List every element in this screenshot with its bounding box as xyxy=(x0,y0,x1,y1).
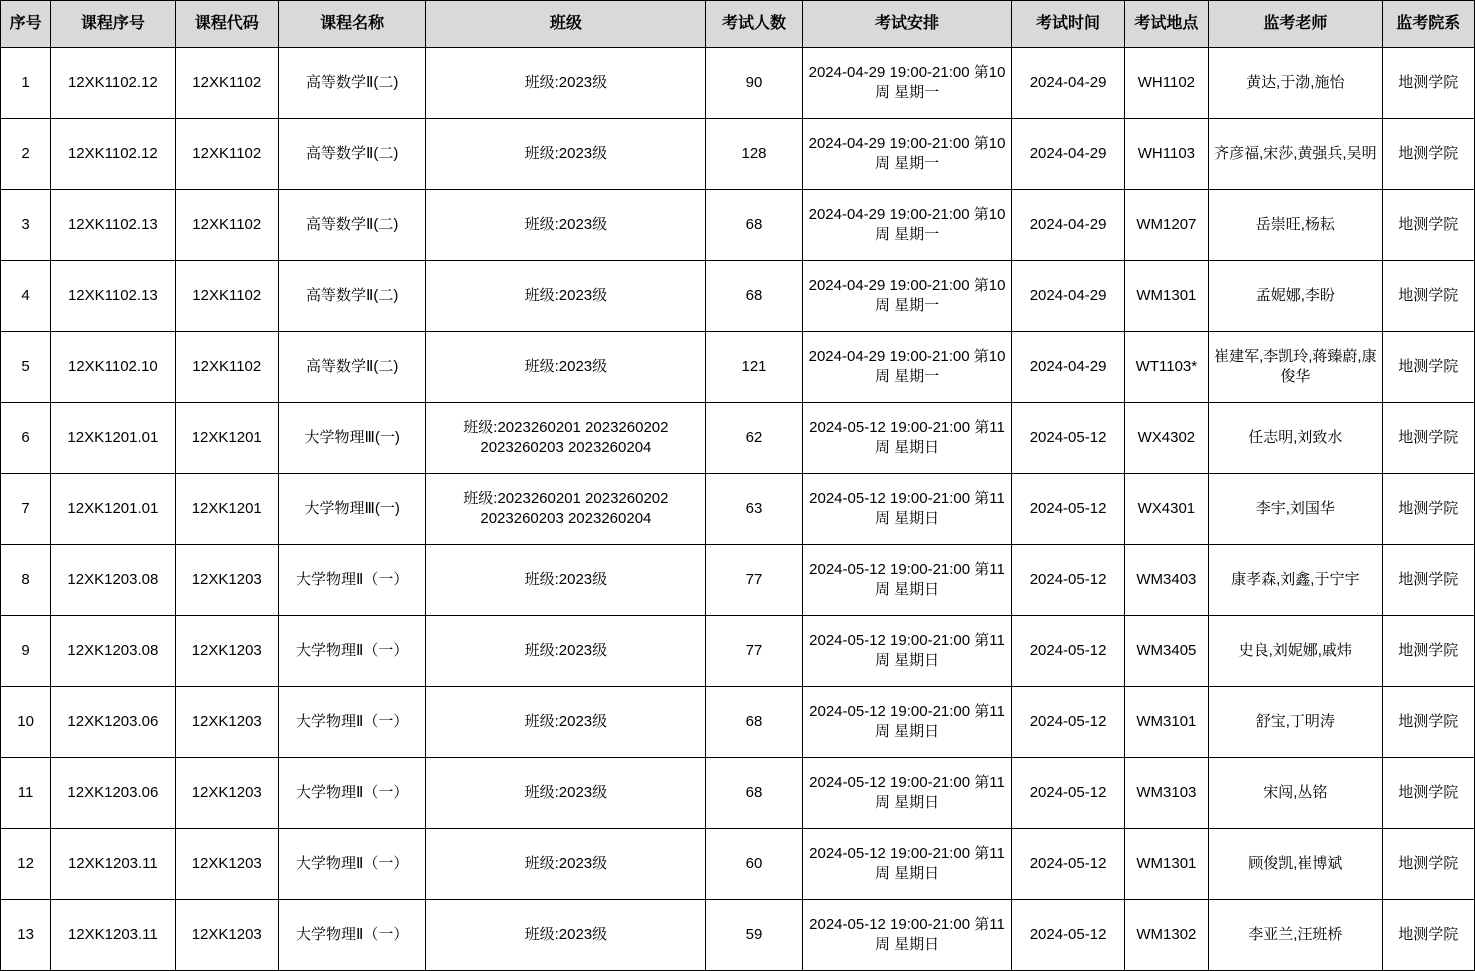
cell-index: 4 xyxy=(1,261,51,332)
cell-exam-count: 62 xyxy=(706,403,802,474)
cell-exam-location: WH1102 xyxy=(1124,48,1208,119)
table-row xyxy=(1,261,1475,332)
cell-exam-arrangement: 2024-05-12 19:00-21:00 第11周 星期日 xyxy=(802,616,1012,687)
table-row xyxy=(1,829,1475,900)
cell-course-name: 高等数学Ⅱ(二) xyxy=(278,48,426,119)
cell-index: 8 xyxy=(1,545,51,616)
column-header-exam-count: 考试人数 xyxy=(706,1,802,48)
cell-course-sequence: 12XK1102.12 xyxy=(51,119,175,190)
cell-course-name: 大学物理Ⅱ（一） xyxy=(278,545,426,616)
cell-exam-count: 59 xyxy=(706,900,802,971)
table-row xyxy=(1,616,1475,687)
cell-proctor: 崔建军,李凯玲,蒋臻蔚,康俊华 xyxy=(1209,332,1383,403)
cell-exam-time: 2024-04-29 xyxy=(1012,332,1124,403)
cell-class: 班级:2023级 xyxy=(426,687,706,758)
cell-course-name: 大学物理Ⅱ（一） xyxy=(278,758,426,829)
table-header xyxy=(1,1,1475,48)
cell-course-sequence: 12XK1102.13 xyxy=(51,190,175,261)
cell-course-code: 12XK1102 xyxy=(175,119,278,190)
table-row xyxy=(1,48,1475,119)
cell-proctor: 黄达,于渤,施怡 xyxy=(1209,48,1383,119)
cell-course-code: 12XK1102 xyxy=(175,190,278,261)
column-header-exam-time: 考试时间 xyxy=(1012,1,1124,48)
table-body xyxy=(1,48,1475,971)
column-header-proctor-college: 监考院系 xyxy=(1382,1,1474,48)
cell-proctor: 宋闯,丛铭 xyxy=(1209,758,1383,829)
cell-index: 6 xyxy=(1,403,51,474)
cell-exam-count: 63 xyxy=(706,474,802,545)
cell-proctor-college: 地测学院 xyxy=(1382,474,1474,545)
cell-index: 11 xyxy=(1,758,51,829)
table-header-row xyxy=(1,1,1475,48)
column-header-exam-arrangement: 考试安排 xyxy=(802,1,1012,48)
cell-course-name: 大学物理Ⅲ(一) xyxy=(278,403,426,474)
cell-index: 12 xyxy=(1,829,51,900)
cell-exam-arrangement: 2024-05-12 19:00-21:00 第11周 星期日 xyxy=(802,829,1012,900)
cell-class: 班级:2023级 xyxy=(426,190,706,261)
cell-course-code: 12XK1203 xyxy=(175,758,278,829)
cell-proctor-college: 地测学院 xyxy=(1382,616,1474,687)
cell-course-sequence: 12XK1203.08 xyxy=(51,545,175,616)
cell-course-sequence: 12XK1201.01 xyxy=(51,474,175,545)
cell-exam-time: 2024-05-12 xyxy=(1012,758,1124,829)
cell-course-name: 高等数学Ⅱ(二) xyxy=(278,119,426,190)
table-row xyxy=(1,474,1475,545)
cell-course-sequence: 12XK1102.13 xyxy=(51,261,175,332)
cell-index: 3 xyxy=(1,190,51,261)
cell-course-sequence: 12XK1203.06 xyxy=(51,758,175,829)
cell-exam-arrangement: 2024-05-12 19:00-21:00 第11周 星期日 xyxy=(802,474,1012,545)
cell-proctor-college: 地测学院 xyxy=(1382,261,1474,332)
cell-exam-count: 121 xyxy=(706,332,802,403)
cell-class: 班级:2023级 xyxy=(426,829,706,900)
cell-exam-count: 68 xyxy=(706,261,802,332)
table-row xyxy=(1,900,1475,971)
cell-proctor-college: 地测学院 xyxy=(1382,687,1474,758)
cell-course-code: 12XK1203 xyxy=(175,616,278,687)
cell-proctor: 齐彦福,宋莎,黄强兵,吴明 xyxy=(1209,119,1383,190)
cell-proctor-college: 地测学院 xyxy=(1382,758,1474,829)
cell-course-code: 12XK1203 xyxy=(175,829,278,900)
cell-exam-location: WH1103 xyxy=(1124,119,1208,190)
cell-exam-time: 2024-04-29 xyxy=(1012,48,1124,119)
table-row xyxy=(1,545,1475,616)
cell-proctor: 顾俊凯,崔博斌 xyxy=(1209,829,1383,900)
cell-exam-count: 60 xyxy=(706,829,802,900)
cell-exam-time: 2024-05-12 xyxy=(1012,900,1124,971)
cell-exam-count: 90 xyxy=(706,48,802,119)
cell-exam-time: 2024-05-12 xyxy=(1012,545,1124,616)
cell-course-sequence: 12XK1203.08 xyxy=(51,616,175,687)
cell-course-sequence: 12XK1203.11 xyxy=(51,900,175,971)
cell-course-name: 高等数学Ⅱ(二) xyxy=(278,190,426,261)
cell-proctor-college: 地测学院 xyxy=(1382,332,1474,403)
cell-proctor-college: 地测学院 xyxy=(1382,829,1474,900)
cell-proctor-college: 地测学院 xyxy=(1382,900,1474,971)
cell-exam-arrangement: 2024-04-29 19:00-21:00 第10周 星期一 xyxy=(802,261,1012,332)
cell-class: 班级:2023级 xyxy=(426,545,706,616)
cell-exam-arrangement: 2024-05-12 19:00-21:00 第11周 星期日 xyxy=(802,545,1012,616)
cell-exam-location: WM1301 xyxy=(1124,829,1208,900)
cell-course-code: 12XK1102 xyxy=(175,332,278,403)
cell-exam-count: 77 xyxy=(706,545,802,616)
cell-exam-arrangement: 2024-04-29 19:00-21:00 第10周 星期一 xyxy=(802,48,1012,119)
cell-course-code: 12XK1203 xyxy=(175,545,278,616)
column-header-course-name: 课程名称 xyxy=(278,1,426,48)
cell-class: 班级:2023级 xyxy=(426,119,706,190)
cell-exam-location: WT1103* xyxy=(1124,332,1208,403)
cell-course-name: 大学物理Ⅱ（一） xyxy=(278,829,426,900)
cell-exam-count: 77 xyxy=(706,616,802,687)
table-row xyxy=(1,119,1475,190)
cell-exam-location: WM1302 xyxy=(1124,900,1208,971)
cell-proctor: 史良,刘妮娜,戚炜 xyxy=(1209,616,1383,687)
cell-index: 1 xyxy=(1,48,51,119)
cell-course-sequence: 12XK1102.12 xyxy=(51,48,175,119)
cell-exam-location: WM3103 xyxy=(1124,758,1208,829)
cell-class: 班级:2023260201 2023260202 2023260203 2023260204 xyxy=(426,403,706,474)
cell-course-sequence: 12XK1102.10 xyxy=(51,332,175,403)
cell-proctor-college: 地测学院 xyxy=(1382,48,1474,119)
cell-index: 9 xyxy=(1,616,51,687)
cell-exam-location: WX4301 xyxy=(1124,474,1208,545)
cell-proctor-college: 地测学院 xyxy=(1382,190,1474,261)
column-header-exam-location: 考试地点 xyxy=(1124,1,1208,48)
cell-course-name: 大学物理Ⅱ（一） xyxy=(278,687,426,758)
cell-exam-arrangement: 2024-05-12 19:00-21:00 第11周 星期日 xyxy=(802,687,1012,758)
cell-exam-time: 2024-04-29 xyxy=(1012,261,1124,332)
cell-proctor: 孟妮娜,李盼 xyxy=(1209,261,1383,332)
cell-exam-count: 68 xyxy=(706,190,802,261)
cell-exam-location: WM3403 xyxy=(1124,545,1208,616)
cell-proctor: 岳崇旺,杨耘 xyxy=(1209,190,1383,261)
cell-class: 班级:2023级 xyxy=(426,616,706,687)
cell-proctor-college: 地测学院 xyxy=(1382,545,1474,616)
cell-exam-count: 68 xyxy=(706,758,802,829)
cell-course-name: 大学物理Ⅱ（一） xyxy=(278,616,426,687)
cell-exam-time: 2024-05-12 xyxy=(1012,687,1124,758)
cell-exam-arrangement: 2024-05-12 19:00-21:00 第11周 星期日 xyxy=(802,403,1012,474)
cell-class: 班级:2023级 xyxy=(426,758,706,829)
cell-exam-count: 68 xyxy=(706,687,802,758)
column-header-class: 班级 xyxy=(426,1,706,48)
cell-exam-arrangement: 2024-04-29 19:00-21:00 第10周 星期一 xyxy=(802,332,1012,403)
cell-course-name: 大学物理Ⅲ(一) xyxy=(278,474,426,545)
cell-index: 13 xyxy=(1,900,51,971)
table-row xyxy=(1,687,1475,758)
column-header-course-sequence: 课程序号 xyxy=(51,1,175,48)
cell-course-code: 12XK1203 xyxy=(175,900,278,971)
cell-index: 5 xyxy=(1,332,51,403)
cell-index: 7 xyxy=(1,474,51,545)
cell-exam-location: WM3405 xyxy=(1124,616,1208,687)
cell-course-code: 12XK1102 xyxy=(175,261,278,332)
cell-exam-time: 2024-05-12 xyxy=(1012,616,1124,687)
cell-exam-location: WM1301 xyxy=(1124,261,1208,332)
cell-exam-time: 2024-05-12 xyxy=(1012,474,1124,545)
cell-proctor: 任志明,刘致水 xyxy=(1209,403,1383,474)
cell-class: 班级:2023级 xyxy=(426,48,706,119)
cell-proctor: 李宇,刘国华 xyxy=(1209,474,1383,545)
column-header-course-code: 课程代码 xyxy=(175,1,278,48)
cell-course-name: 大学物理Ⅱ（一） xyxy=(278,900,426,971)
cell-class: 班级:2023级 xyxy=(426,261,706,332)
cell-exam-count: 128 xyxy=(706,119,802,190)
cell-course-code: 12XK1201 xyxy=(175,474,278,545)
cell-exam-time: 2024-04-29 xyxy=(1012,190,1124,261)
cell-course-code: 12XK1102 xyxy=(175,48,278,119)
cell-exam-location: WM3101 xyxy=(1124,687,1208,758)
cell-proctor-college: 地测学院 xyxy=(1382,119,1474,190)
cell-index: 2 xyxy=(1,119,51,190)
table-row xyxy=(1,190,1475,261)
cell-exam-time: 2024-04-29 xyxy=(1012,119,1124,190)
table-row xyxy=(1,758,1475,829)
column-header-proctor: 监考老师 xyxy=(1209,1,1383,48)
cell-course-code: 12XK1201 xyxy=(175,403,278,474)
cell-course-sequence: 12XK1203.06 xyxy=(51,687,175,758)
cell-exam-location: WM1207 xyxy=(1124,190,1208,261)
cell-class: 班级:2023级 xyxy=(426,900,706,971)
cell-proctor: 李亚兰,汪班桥 xyxy=(1209,900,1383,971)
cell-exam-arrangement: 2024-05-12 19:00-21:00 第11周 星期日 xyxy=(802,758,1012,829)
cell-exam-arrangement: 2024-04-29 19:00-21:00 第10周 星期一 xyxy=(802,119,1012,190)
cell-proctor: 康孝森,刘鑫,于宁宇 xyxy=(1209,545,1383,616)
cell-course-name: 高等数学Ⅱ(二) xyxy=(278,261,426,332)
cell-course-name: 高等数学Ⅱ(二) xyxy=(278,332,426,403)
cell-course-sequence: 12XK1201.01 xyxy=(51,403,175,474)
cell-exam-arrangement: 2024-04-29 19:00-21:00 第10周 星期一 xyxy=(802,190,1012,261)
table-row xyxy=(1,403,1475,474)
cell-class: 班级:2023级 xyxy=(426,332,706,403)
cell-proctor-college: 地测学院 xyxy=(1382,403,1474,474)
cell-index: 10 xyxy=(1,687,51,758)
cell-exam-location: WX4302 xyxy=(1124,403,1208,474)
cell-course-sequence: 12XK1203.11 xyxy=(51,829,175,900)
table-row xyxy=(1,332,1475,403)
cell-exam-arrangement: 2024-05-12 19:00-21:00 第11周 星期日 xyxy=(802,900,1012,971)
cell-class: 班级:2023260201 2023260202 2023260203 2023260204 xyxy=(426,474,706,545)
column-header-index: 序号 xyxy=(1,1,51,48)
cell-proctor: 舒宝,丁明涛 xyxy=(1209,687,1383,758)
cell-exam-time: 2024-05-12 xyxy=(1012,829,1124,900)
cell-course-code: 12XK1203 xyxy=(175,687,278,758)
cell-exam-time: 2024-05-12 xyxy=(1012,403,1124,474)
